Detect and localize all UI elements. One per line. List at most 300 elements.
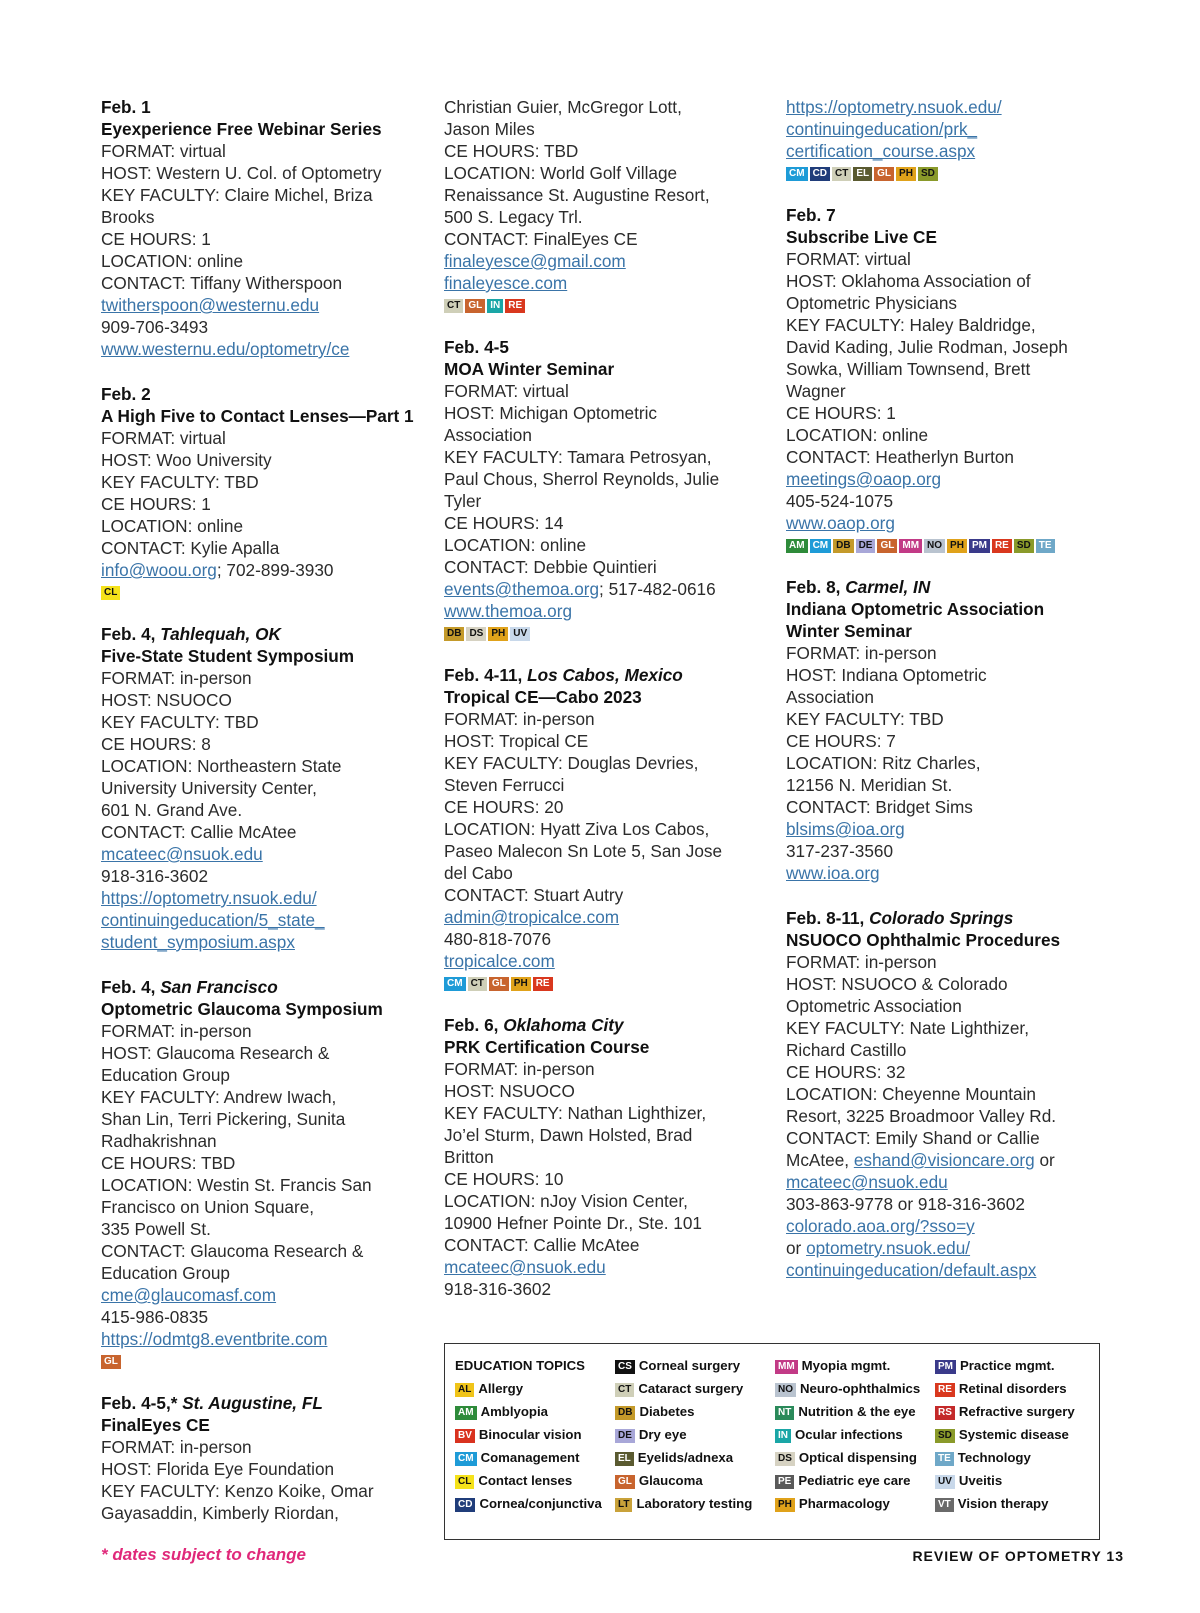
event-text: CE HOURS: 32 bbox=[786, 1062, 906, 1082]
event-link[interactable]: optometry.nsuok.edu/ bbox=[806, 1238, 971, 1258]
event-link[interactable]: mcateec@nsuok.edu bbox=[101, 844, 263, 864]
event-text: KEY FACULTY: Douglas Devries, bbox=[444, 753, 699, 773]
event-link[interactable]: meetings@oaop.org bbox=[786, 469, 942, 489]
topic-tag-cm: CM bbox=[786, 167, 808, 181]
event-text: Optometric Association bbox=[786, 996, 962, 1016]
event-text: 10900 Hefner Pointe Dr., Ste. 101 bbox=[444, 1213, 702, 1233]
event-heading: Feb. 4, bbox=[101, 977, 161, 997]
topic-tag-am: AM bbox=[786, 539, 808, 553]
event-link[interactable]: info@woou.org bbox=[101, 560, 217, 580]
event-line bbox=[444, 556, 774, 578]
event-text: KEY FACULTY: Claire Michel, Briza bbox=[101, 185, 373, 205]
event-text: Sowka, William Townsend, Brett bbox=[786, 359, 1031, 379]
event-line bbox=[101, 689, 421, 711]
legend-item bbox=[455, 1469, 602, 1492]
legend-label: Technology bbox=[957, 1450, 1031, 1465]
topic-tags bbox=[444, 299, 774, 313]
event-listing bbox=[101, 623, 421, 953]
legend-column-1 bbox=[455, 1354, 602, 1515]
event-listing bbox=[786, 576, 1116, 884]
event-text: KEY FACULTY: TBD bbox=[786, 709, 944, 729]
event-text: CE HOURS: 1 bbox=[101, 494, 211, 514]
topic-tag-el: EL bbox=[615, 1452, 634, 1466]
event-link[interactable]: continuingeducation/5_state_ bbox=[101, 910, 325, 930]
event-text: LOCATION: World Golf Village bbox=[444, 163, 678, 183]
event-line bbox=[101, 1086, 421, 1108]
topic-tag-no: NO bbox=[924, 539, 945, 553]
event-heading: Indiana Optometric Association bbox=[786, 599, 1045, 619]
legend-item bbox=[775, 1469, 920, 1492]
event-heading: Feb. 1 bbox=[101, 97, 151, 117]
legend-label: Neuro-ophthalmics bbox=[800, 1381, 921, 1396]
event-link-line bbox=[444, 906, 774, 928]
event-line bbox=[101, 206, 421, 228]
event-location: St. Augustine, FL bbox=[182, 1393, 323, 1413]
topic-tags bbox=[444, 977, 774, 991]
event-text: HOST: Western U. Col. of Optometry bbox=[101, 163, 382, 183]
event-link-line bbox=[101, 559, 421, 581]
topic-tag-ph: PH bbox=[488, 627, 508, 641]
topic-tag-ds: DS bbox=[466, 627, 486, 641]
event-text: or bbox=[786, 1238, 807, 1258]
event-text: LOCATION: online bbox=[101, 516, 244, 536]
event-link[interactable]: eshand@visioncare.org bbox=[853, 1150, 1035, 1170]
event-location: Los Cabos, Mexico bbox=[527, 665, 683, 685]
event-link[interactable]: student_symposium.aspx bbox=[101, 932, 295, 952]
event-line bbox=[444, 402, 774, 424]
topic-tag-al: AL bbox=[455, 1383, 474, 1397]
event-line bbox=[444, 884, 774, 906]
event-line bbox=[444, 1212, 774, 1234]
event-line bbox=[786, 446, 1116, 468]
event-line bbox=[786, 402, 1116, 424]
legend-label: Practice mgmt. bbox=[960, 1358, 1055, 1373]
topic-tag-ct: CT bbox=[468, 977, 487, 991]
event-link[interactable]: continuingeducation/default.aspx bbox=[786, 1260, 1037, 1280]
event-line bbox=[786, 730, 1116, 752]
event-line bbox=[101, 667, 421, 689]
topic-tag-db: DB bbox=[833, 539, 853, 553]
event-line bbox=[444, 140, 774, 162]
event-text: LOCATION: Hyatt Ziva Los Cabos, bbox=[444, 819, 710, 839]
topic-tag-cd: CD bbox=[810, 167, 830, 181]
event-text: Tyler bbox=[444, 491, 482, 511]
event-link[interactable]: https://odmtg8.eventbrite.com bbox=[101, 1329, 328, 1349]
event-line bbox=[786, 314, 1116, 336]
topic-tag-ph: PH bbox=[896, 167, 916, 181]
topic-tag-cm: CM bbox=[444, 977, 466, 991]
topic-tag-ds: DS bbox=[775, 1452, 795, 1466]
event-text: Resort, 3225 Broadmoor Valley Rd. bbox=[786, 1106, 1057, 1126]
event-text: 601 N. Grand Ave. bbox=[101, 800, 243, 820]
event-link[interactable]: admin@tropicalce.com bbox=[444, 907, 620, 927]
legend-label: Allergy bbox=[478, 1381, 524, 1396]
event-text: HOST: NSUOCO & Colorado bbox=[786, 974, 1008, 994]
event-line bbox=[786, 774, 1116, 796]
legend-item bbox=[615, 1377, 752, 1400]
column-1 bbox=[101, 96, 421, 1547]
topic-tag-gl: GL bbox=[877, 539, 897, 553]
event-link-line bbox=[101, 1328, 421, 1350]
event-text: KEY FACULTY: Nate Lighthizer, bbox=[786, 1018, 1029, 1038]
event-line bbox=[786, 1105, 1116, 1127]
topic-tag-pm: PM bbox=[969, 539, 990, 553]
event-line bbox=[101, 228, 421, 250]
event-line bbox=[101, 449, 421, 471]
event-text: CE HOURS: TBD bbox=[444, 141, 579, 161]
event-line bbox=[786, 1017, 1116, 1039]
legend-item bbox=[775, 1400, 920, 1423]
event-text: FORMAT: virtual bbox=[101, 428, 226, 448]
event-text: CE HOURS: TBD bbox=[101, 1153, 236, 1173]
event-text: KEY FACULTY: Tamara Petrosyan, bbox=[444, 447, 712, 467]
event-line bbox=[444, 358, 774, 380]
event-heading: Feb. 8-11, bbox=[786, 908, 870, 928]
topic-tag-uv: UV bbox=[935, 1475, 955, 1489]
topic-tag-lt: LT bbox=[615, 1498, 632, 1512]
event-text: KEY FACULTY: TBD bbox=[101, 472, 259, 492]
event-text: Christian Guier, McGregor Lott, bbox=[444, 97, 682, 117]
event-line bbox=[101, 1174, 421, 1196]
event-text: HOST: Tropical CE bbox=[444, 731, 589, 751]
event-line bbox=[786, 598, 1116, 620]
event-text: ; 702-899-3930 bbox=[216, 560, 334, 580]
event-link[interactable]: cme@glaucomasf.com bbox=[101, 1285, 277, 1305]
event-line bbox=[444, 664, 774, 686]
event-heading: Feb. 2 bbox=[101, 384, 151, 404]
topic-tag-mm: MM bbox=[899, 539, 922, 553]
event-line bbox=[444, 708, 774, 730]
topic-tag-te: TE bbox=[1036, 539, 1055, 553]
event-link-line bbox=[444, 250, 774, 272]
event-line bbox=[101, 405, 421, 427]
event-line bbox=[786, 664, 1116, 686]
topic-tag-cl: CL bbox=[101, 586, 120, 600]
event-line bbox=[444, 796, 774, 818]
event-line bbox=[444, 446, 774, 468]
event-line bbox=[444, 1014, 774, 1036]
legend-label: Retinal disorders bbox=[958, 1381, 1067, 1396]
legend-label: Eyelids/adnexa bbox=[637, 1450, 734, 1465]
event-line bbox=[444, 162, 774, 184]
event-link[interactable]: colorado.aoa.org/?sso=y bbox=[786, 1216, 975, 1236]
event-line bbox=[101, 1458, 421, 1480]
event-text: Education Group bbox=[101, 1263, 230, 1283]
event-link-line bbox=[786, 512, 1116, 534]
topic-tag-ph: PH bbox=[947, 539, 967, 553]
event-heading: PRK Certification Course bbox=[444, 1037, 650, 1057]
event-link-line bbox=[444, 950, 774, 972]
topic-tag-bv: BV bbox=[455, 1429, 475, 1443]
event-text: Jo’el Sturm, Dawn Holsted, Brad bbox=[444, 1125, 693, 1145]
event-line bbox=[786, 708, 1116, 730]
event-line bbox=[786, 424, 1116, 446]
legend-item bbox=[775, 1354, 920, 1377]
event-link[interactable]: events@themoa.org bbox=[444, 579, 600, 599]
event-listing bbox=[786, 96, 1116, 181]
event-line bbox=[786, 1127, 1116, 1149]
event-line bbox=[101, 623, 421, 645]
topic-tag-am: AM bbox=[455, 1406, 477, 1420]
legend-title: EDUCATION TOPICS bbox=[455, 1358, 585, 1373]
event-link[interactable]: https://optometry.nsuok.edu/ bbox=[786, 97, 1002, 117]
event-line bbox=[444, 1168, 774, 1190]
event-listing bbox=[444, 1014, 774, 1300]
topic-tag-gl: GL bbox=[615, 1475, 635, 1489]
event-line bbox=[444, 752, 774, 774]
event-link[interactable]: continuingeducation/prk_ bbox=[786, 119, 978, 139]
event-text: FORMAT: in-person bbox=[444, 1059, 595, 1079]
event-line bbox=[444, 118, 774, 140]
column-3 bbox=[786, 96, 1116, 1304]
event-text: del Cabo bbox=[444, 863, 513, 883]
legend-item bbox=[775, 1423, 920, 1446]
event-text: Renaissance St. Augustine Resort, bbox=[444, 185, 710, 205]
event-text: LOCATION: Cheyenne Mountain bbox=[786, 1084, 1036, 1104]
event-link[interactable]: twitherspoon@westernu.edu bbox=[101, 295, 320, 315]
event-line bbox=[101, 250, 421, 272]
event-line bbox=[786, 336, 1116, 358]
event-text: 415-986-0835 bbox=[101, 1307, 209, 1327]
event-link-line bbox=[786, 862, 1116, 884]
topic-tag-sd: SD bbox=[935, 1429, 955, 1443]
event-text: HOST: Michigan Optometric bbox=[444, 403, 657, 423]
event-line bbox=[101, 976, 421, 998]
footer-note: * dates subject to change bbox=[101, 1545, 306, 1564]
event-heading: Feb. 8, bbox=[786, 577, 846, 597]
event-text: Shan Lin, Terri Pickering, Sunita bbox=[101, 1109, 346, 1129]
legend-item bbox=[615, 1400, 752, 1423]
event-link-line bbox=[444, 578, 774, 600]
event-line bbox=[101, 1218, 421, 1240]
event-line bbox=[786, 490, 1116, 512]
event-text: CONTACT: Kylie Apalla bbox=[101, 538, 280, 558]
topic-tag-re: RE bbox=[992, 539, 1012, 553]
event-line bbox=[444, 1234, 774, 1256]
topic-tag-db: DB bbox=[615, 1406, 635, 1420]
event-line bbox=[101, 1414, 421, 1436]
topic-tags bbox=[101, 1355, 421, 1369]
event-listing bbox=[101, 976, 421, 1369]
event-text: LOCATION: online bbox=[101, 251, 244, 271]
event-line bbox=[101, 755, 421, 777]
event-line bbox=[101, 821, 421, 843]
legend-label: Dry eye bbox=[638, 1427, 687, 1442]
event-heading: Feb. 4-5,* bbox=[101, 1393, 183, 1413]
event-line bbox=[444, 1124, 774, 1146]
event-heading: Feb. 4-11, bbox=[444, 665, 528, 685]
event-text: 317-237-3560 bbox=[786, 841, 894, 861]
event-line bbox=[444, 1058, 774, 1080]
event-text: HOST: NSUOCO bbox=[101, 690, 232, 710]
event-line bbox=[444, 840, 774, 862]
event-text: HOST: Woo University bbox=[101, 450, 272, 470]
event-text: HOST: Indiana Optometric bbox=[786, 665, 987, 685]
event-line bbox=[786, 642, 1116, 664]
event-link[interactable]: finaleyesce@gmail.com bbox=[444, 251, 626, 271]
event-text: McAtee, bbox=[786, 1150, 854, 1170]
event-text: or bbox=[1034, 1150, 1055, 1170]
event-text: Paul Chous, Sherrol Reynolds, Julie bbox=[444, 469, 720, 489]
event-line bbox=[786, 576, 1116, 598]
event-text: 918-316-3602 bbox=[101, 866, 209, 886]
event-location: San Francisco bbox=[160, 977, 278, 997]
event-link[interactable]: www.westernu.edu/optometry/ce bbox=[101, 339, 350, 359]
legend-label: Pediatric eye care bbox=[798, 1473, 911, 1488]
event-line bbox=[786, 292, 1116, 314]
event-link[interactable]: www.ioa.org bbox=[786, 863, 880, 883]
legend-label: Diabetes bbox=[639, 1404, 695, 1419]
event-line bbox=[101, 1502, 421, 1524]
event-text: KEY FACULTY: TBD bbox=[101, 712, 259, 732]
legend-label: Corneal surgery bbox=[638, 1358, 741, 1373]
legend-label: Ocular infections bbox=[795, 1427, 903, 1442]
event-location: Carmel, IN bbox=[845, 577, 931, 597]
legend-label: Myopia mgmt. bbox=[801, 1358, 891, 1373]
event-line bbox=[444, 468, 774, 490]
event-line bbox=[786, 1193, 1116, 1215]
topic-tag-db: DB bbox=[444, 627, 464, 641]
event-line bbox=[101, 1152, 421, 1174]
event-text: FORMAT: in-person bbox=[786, 643, 937, 663]
event-text: CONTACT: Callie McAtee bbox=[444, 1235, 640, 1255]
legend-item bbox=[455, 1400, 602, 1423]
event-location: Tahlequah, OK bbox=[160, 624, 281, 644]
event-link-line bbox=[786, 1171, 1116, 1193]
column-2 bbox=[444, 96, 774, 1323]
topic-tag-cl: CL bbox=[455, 1475, 474, 1489]
topic-tag-nt: NT bbox=[775, 1406, 794, 1420]
event-link-line bbox=[786, 118, 1116, 140]
event-line bbox=[786, 226, 1116, 248]
event-heading: FinalEyes CE bbox=[101, 1415, 210, 1435]
event-link[interactable]: mcateec@nsuok.edu bbox=[786, 1172, 948, 1192]
event-link[interactable]: mcateec@nsuok.edu bbox=[444, 1257, 606, 1277]
event-line bbox=[786, 248, 1116, 270]
legend-label: Refractive surgery bbox=[958, 1404, 1075, 1419]
topic-tags bbox=[444, 627, 774, 641]
event-line bbox=[444, 686, 774, 708]
event-line bbox=[444, 96, 774, 118]
event-line bbox=[786, 951, 1116, 973]
legend-item bbox=[935, 1400, 1075, 1423]
event-text: FORMAT: in-person bbox=[786, 952, 937, 972]
legend-item bbox=[455, 1446, 602, 1469]
event-link[interactable]: www.themoa.org bbox=[444, 601, 573, 621]
event-text: CE HOURS: 10 bbox=[444, 1169, 564, 1189]
legend-label: Cornea/conjunctiva bbox=[479, 1496, 602, 1511]
event-line bbox=[101, 1108, 421, 1130]
event-text: 480-818-7076 bbox=[444, 929, 552, 949]
event-line bbox=[101, 1196, 421, 1218]
event-text: CONTACT: Callie McAtee bbox=[101, 822, 297, 842]
event-line bbox=[444, 1102, 774, 1124]
event-text: LOCATION: Ritz Charles, bbox=[786, 753, 981, 773]
legend-item bbox=[455, 1492, 602, 1515]
event-line bbox=[786, 1061, 1116, 1083]
event-link-line bbox=[786, 96, 1116, 118]
event-text: 303-863-9778 or 918-316-3602 bbox=[786, 1194, 1025, 1214]
event-line bbox=[444, 184, 774, 206]
event-link-line bbox=[786, 468, 1116, 490]
event-text: ; 517-482-0616 bbox=[599, 579, 716, 599]
event-listing bbox=[101, 383, 421, 600]
event-line bbox=[101, 272, 421, 294]
event-link[interactable]: blsims@ioa.org bbox=[786, 819, 905, 839]
legend-label: Vision therapy bbox=[957, 1496, 1049, 1511]
event-line bbox=[101, 1130, 421, 1152]
event-heading: Eyexperience Free Webinar Series bbox=[101, 119, 382, 139]
event-listing bbox=[444, 336, 774, 641]
event-text: CE HOURS: 1 bbox=[101, 229, 211, 249]
event-line bbox=[101, 140, 421, 162]
topic-tag-re: RE bbox=[935, 1383, 955, 1397]
event-line bbox=[444, 534, 774, 556]
event-text: CE HOURS: 8 bbox=[101, 734, 211, 754]
topic-tag-gl: GL bbox=[874, 167, 894, 181]
event-line bbox=[786, 840, 1116, 862]
event-heading: A High Five to Contact Lenses—Part 1 bbox=[101, 406, 414, 426]
event-text: 405-524-1075 bbox=[786, 491, 894, 511]
event-text: HOST: Florida Eye Foundation bbox=[101, 1459, 335, 1479]
topic-tag-in: IN bbox=[775, 1429, 791, 1443]
event-line bbox=[101, 471, 421, 493]
event-link-line bbox=[444, 600, 774, 622]
event-line bbox=[101, 118, 421, 140]
event-link[interactable]: tropicalce.com bbox=[444, 951, 555, 971]
event-line bbox=[101, 799, 421, 821]
event-link-line bbox=[101, 294, 421, 316]
event-link[interactable]: https://optometry.nsuok.edu/ bbox=[101, 888, 317, 908]
event-text: KEY FACULTY: Andrew Iwach, bbox=[101, 1087, 337, 1107]
event-line bbox=[786, 1083, 1116, 1105]
event-text: Wagner bbox=[786, 381, 846, 401]
event-line bbox=[444, 730, 774, 752]
event-text: KEY FACULTY: Haley Baldridge, bbox=[786, 315, 1036, 335]
event-line bbox=[786, 929, 1116, 951]
event-text: LOCATION: Westin St. Francis San bbox=[101, 1175, 372, 1195]
legend-item bbox=[775, 1377, 920, 1400]
topic-tag-gl: GL bbox=[101, 1355, 121, 1369]
event-text: Association bbox=[786, 687, 874, 707]
event-link[interactable]: www.oaop.org bbox=[786, 513, 895, 533]
topic-tag-gl: GL bbox=[489, 977, 509, 991]
event-line bbox=[101, 865, 421, 887]
event-line bbox=[101, 998, 421, 1020]
event-text: FORMAT: virtual bbox=[444, 381, 569, 401]
event-text: Paseo Malecon Sn Lote 5, San Jose bbox=[444, 841, 723, 861]
topic-tag-sd: SD bbox=[918, 167, 938, 181]
legend-label: Laboratory testing bbox=[636, 1496, 753, 1511]
event-line bbox=[101, 316, 421, 338]
event-line bbox=[444, 228, 774, 250]
event-listing bbox=[101, 96, 421, 360]
event-text: 500 S. Legacy Trl. bbox=[444, 207, 583, 227]
legend-item bbox=[935, 1354, 1075, 1377]
event-line bbox=[444, 512, 774, 534]
event-line bbox=[786, 973, 1116, 995]
event-line bbox=[786, 1039, 1116, 1061]
event-link[interactable]: certification_course.aspx bbox=[786, 141, 976, 161]
event-link-line bbox=[786, 140, 1116, 162]
event-line bbox=[101, 777, 421, 799]
topic-tag-pe: PE bbox=[775, 1475, 794, 1489]
event-link[interactable]: finaleyesce.com bbox=[444, 273, 568, 293]
topic-tag-sd: SD bbox=[1014, 539, 1034, 553]
legend-item bbox=[615, 1423, 752, 1446]
legend-label: Binocular vision bbox=[478, 1427, 582, 1442]
event-text: CE HOURS: 7 bbox=[786, 731, 896, 751]
